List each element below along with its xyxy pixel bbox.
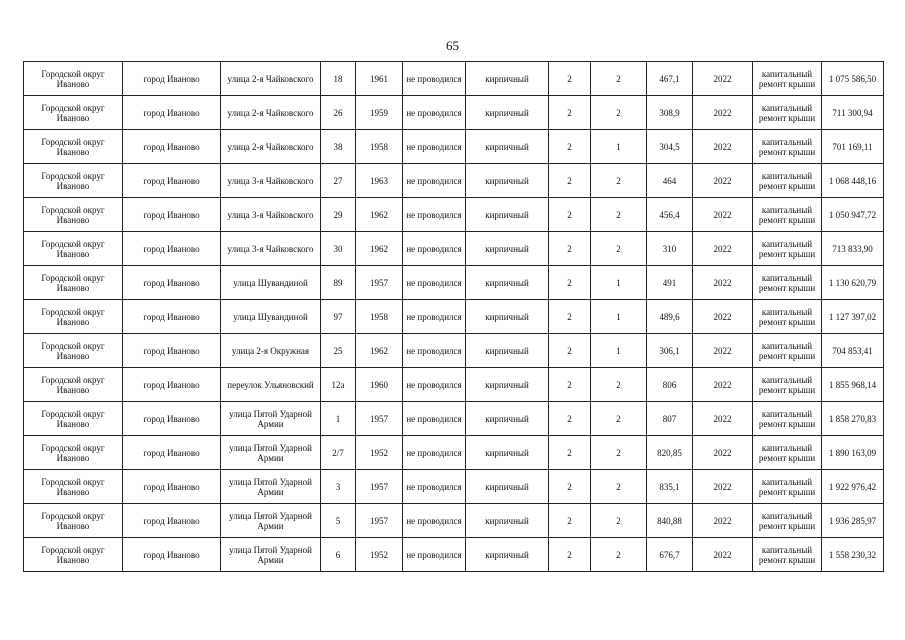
cell-settlement: город Иваново bbox=[123, 198, 221, 232]
cell-work-type: капитальный ремонт крыши bbox=[753, 300, 822, 334]
cell-year-planned: 2022 bbox=[693, 96, 753, 130]
cell-year-planned: 2022 bbox=[693, 300, 753, 334]
cell-street: улица 2-я Окружная bbox=[221, 334, 321, 368]
cell-street: улица Пятой Ударной Армии bbox=[221, 402, 321, 436]
cell-work-type: капитальный ремонт крыши bbox=[753, 538, 822, 572]
cell-work-type: капитальный ремонт крыши bbox=[753, 402, 822, 436]
cell-area: 310 bbox=[647, 232, 693, 266]
cell-area: 456,4 bbox=[647, 198, 693, 232]
cell-year-built: 1961 bbox=[356, 62, 403, 96]
cell-entrances: 2 bbox=[591, 402, 647, 436]
cell-settlement: город Иваново bbox=[123, 368, 221, 402]
cell-settlement: город Иваново bbox=[123, 62, 221, 96]
cell-street: улица 3-я Чайковского bbox=[221, 232, 321, 266]
cell-last-repair: не проводился bbox=[403, 96, 466, 130]
cell-work-type: капитальный ремонт крыши bbox=[753, 198, 822, 232]
cell-settlement: город Иваново bbox=[123, 232, 221, 266]
cell-settlement: город Иваново bbox=[123, 130, 221, 164]
cell-floors: 2 bbox=[549, 232, 591, 266]
cell-wall-material: кирпичный bbox=[466, 96, 549, 130]
cell-entrances: 2 bbox=[591, 198, 647, 232]
cell-year-built: 1963 bbox=[356, 164, 403, 198]
cell-municipality: Городской округ Иваново bbox=[24, 402, 123, 436]
cell-year-planned: 2022 bbox=[693, 198, 753, 232]
table-row bbox=[24, 334, 884, 368]
cell-cost: 713 833,90 bbox=[822, 232, 884, 266]
cell-area: 489,6 bbox=[647, 300, 693, 334]
cell-house: 25 bbox=[321, 334, 356, 368]
cell-year-built: 1960 bbox=[356, 368, 403, 402]
cell-entrances: 2 bbox=[591, 436, 647, 470]
cell-settlement: город Иваново bbox=[123, 300, 221, 334]
cell-year-built: 1962 bbox=[356, 232, 403, 266]
cell-settlement: город Иваново bbox=[123, 266, 221, 300]
cell-last-repair: не проводился bbox=[403, 538, 466, 572]
cell-area: 807 bbox=[647, 402, 693, 436]
table-row bbox=[24, 130, 884, 164]
cell-work-type: капитальный ремонт крыши bbox=[753, 334, 822, 368]
cell-wall-material: кирпичный bbox=[466, 402, 549, 436]
cell-year-planned: 2022 bbox=[693, 164, 753, 198]
cell-wall-material: кирпичный bbox=[466, 266, 549, 300]
cell-entrances: 2 bbox=[591, 62, 647, 96]
cell-last-repair: не проводился bbox=[403, 470, 466, 504]
cell-floors: 2 bbox=[549, 334, 591, 368]
cell-street: переулок Ульяновский bbox=[221, 368, 321, 402]
cell-wall-material: кирпичный bbox=[466, 504, 549, 538]
cell-house: 1 bbox=[321, 402, 356, 436]
cell-floors: 2 bbox=[549, 300, 591, 334]
cell-work-type: капитальный ремонт крыши bbox=[753, 130, 822, 164]
cell-area: 820,85 bbox=[647, 436, 693, 470]
cell-entrances: 2 bbox=[591, 538, 647, 572]
cell-last-repair: не проводился bbox=[403, 334, 466, 368]
cell-year-built: 1952 bbox=[356, 538, 403, 572]
cell-house: 18 bbox=[321, 62, 356, 96]
cell-wall-material: кирпичный bbox=[466, 130, 549, 164]
cell-cost: 1 890 163,09 bbox=[822, 436, 884, 470]
cell-cost: 1 936 285,97 bbox=[822, 504, 884, 538]
table-row bbox=[24, 266, 884, 300]
cell-municipality: Городской округ Иваново bbox=[24, 300, 123, 334]
cell-cost: 711 300,94 bbox=[822, 96, 884, 130]
cell-work-type: капитальный ремонт крыши bbox=[753, 266, 822, 300]
cell-municipality: Городской округ Иваново bbox=[24, 436, 123, 470]
cell-year-planned: 2022 bbox=[693, 538, 753, 572]
cell-municipality: Городской округ Иваново bbox=[24, 368, 123, 402]
cell-last-repair: не проводился bbox=[403, 504, 466, 538]
cell-last-repair: не проводился bbox=[403, 232, 466, 266]
cell-municipality: Городской округ Иваново bbox=[24, 198, 123, 232]
table-row bbox=[24, 198, 884, 232]
cell-municipality: Городской округ Иваново bbox=[24, 232, 123, 266]
cell-street: улица Пятой Ударной Армии bbox=[221, 470, 321, 504]
cell-floors: 2 bbox=[549, 436, 591, 470]
cell-year-built: 1959 bbox=[356, 96, 403, 130]
cell-floors: 2 bbox=[549, 96, 591, 130]
cell-year-planned: 2022 bbox=[693, 232, 753, 266]
cell-area: 306,1 bbox=[647, 334, 693, 368]
cell-last-repair: не проводился bbox=[403, 402, 466, 436]
cell-municipality: Городской округ Иваново bbox=[24, 538, 123, 572]
cell-house: 89 bbox=[321, 266, 356, 300]
cell-wall-material: кирпичный bbox=[466, 436, 549, 470]
cell-municipality: Городской округ Иваново bbox=[24, 334, 123, 368]
cell-year-planned: 2022 bbox=[693, 62, 753, 96]
cell-settlement: город Иваново bbox=[123, 538, 221, 572]
cell-year-built: 1958 bbox=[356, 130, 403, 164]
cell-work-type: капитальный ремонт крыши bbox=[753, 232, 822, 266]
cell-floors: 2 bbox=[549, 266, 591, 300]
cell-wall-material: кирпичный bbox=[466, 62, 549, 96]
cell-cost: 704 853,41 bbox=[822, 334, 884, 368]
cell-work-type: капитальный ремонт крыши bbox=[753, 470, 822, 504]
cell-wall-material: кирпичный bbox=[466, 334, 549, 368]
table-body bbox=[24, 62, 884, 572]
cell-house: 27 bbox=[321, 164, 356, 198]
cell-wall-material: кирпичный bbox=[466, 198, 549, 232]
cell-house: 29 bbox=[321, 198, 356, 232]
cell-year-built: 1962 bbox=[356, 334, 403, 368]
cell-wall-material: кирпичный bbox=[466, 368, 549, 402]
cell-house: 5 bbox=[321, 504, 356, 538]
cell-cost: 1 858 270,83 bbox=[822, 402, 884, 436]
cell-entrances: 2 bbox=[591, 164, 647, 198]
cell-last-repair: не проводился bbox=[403, 198, 466, 232]
cell-area: 467,1 bbox=[647, 62, 693, 96]
cell-year-built: 1952 bbox=[356, 436, 403, 470]
cell-settlement: город Иваново bbox=[123, 334, 221, 368]
cell-floors: 2 bbox=[549, 402, 591, 436]
cell-work-type: капитальный ремонт крыши bbox=[753, 368, 822, 402]
cell-municipality: Городской округ Иваново bbox=[24, 130, 123, 164]
table-row bbox=[24, 436, 884, 470]
cell-year-planned: 2022 bbox=[693, 470, 753, 504]
cell-area: 676,7 bbox=[647, 538, 693, 572]
cell-cost: 701 169,11 bbox=[822, 130, 884, 164]
cell-wall-material: кирпичный bbox=[466, 300, 549, 334]
cell-house: 12а bbox=[321, 368, 356, 402]
cell-municipality: Городской округ Иваново bbox=[24, 504, 123, 538]
cell-cost: 1 068 448,16 bbox=[822, 164, 884, 198]
cell-cost: 1 130 620,79 bbox=[822, 266, 884, 300]
cell-year-planned: 2022 bbox=[693, 402, 753, 436]
cell-last-repair: не проводился bbox=[403, 368, 466, 402]
cell-year-built: 1958 bbox=[356, 300, 403, 334]
cell-year-built: 1962 bbox=[356, 198, 403, 232]
cell-work-type: капитальный ремонт крыши bbox=[753, 436, 822, 470]
table-row bbox=[24, 538, 884, 572]
cell-entrances: 1 bbox=[591, 130, 647, 164]
cell-entrances: 2 bbox=[591, 368, 647, 402]
table-row bbox=[24, 504, 884, 538]
cell-entrances: 1 bbox=[591, 334, 647, 368]
cell-street: улица Шувандиной bbox=[221, 300, 321, 334]
cell-entrances: 2 bbox=[591, 232, 647, 266]
cell-cost: 1 558 230,32 bbox=[822, 538, 884, 572]
cell-settlement: город Иваново bbox=[123, 470, 221, 504]
table-row bbox=[24, 402, 884, 436]
table-row bbox=[24, 368, 884, 402]
cell-municipality: Городской округ Иваново bbox=[24, 470, 123, 504]
cell-last-repair: не проводился bbox=[403, 130, 466, 164]
cell-entrances: 1 bbox=[591, 300, 647, 334]
cell-year-built: 1957 bbox=[356, 402, 403, 436]
table-row bbox=[24, 62, 884, 96]
cell-year-planned: 2022 bbox=[693, 130, 753, 164]
cell-floors: 2 bbox=[549, 198, 591, 232]
cell-work-type: капитальный ремонт крыши bbox=[753, 164, 822, 198]
table-row bbox=[24, 232, 884, 266]
cell-last-repair: не проводился bbox=[403, 266, 466, 300]
cell-street: улица 2-я Чайковского bbox=[221, 96, 321, 130]
cell-wall-material: кирпичный bbox=[466, 232, 549, 266]
cell-last-repair: не проводился bbox=[403, 62, 466, 96]
cell-settlement: город Иваново bbox=[123, 96, 221, 130]
cell-year-planned: 2022 bbox=[693, 504, 753, 538]
cell-municipality: Городской округ Иваново bbox=[24, 266, 123, 300]
cell-street: улица 2-я Чайковского bbox=[221, 62, 321, 96]
cell-floors: 2 bbox=[549, 130, 591, 164]
cell-year-planned: 2022 bbox=[693, 266, 753, 300]
cell-street: улица 3-я Чайковского bbox=[221, 198, 321, 232]
cell-wall-material: кирпичный bbox=[466, 164, 549, 198]
cell-house: 26 bbox=[321, 96, 356, 130]
cell-settlement: город Иваново bbox=[123, 504, 221, 538]
cell-street: улица Пятой Ударной Армии bbox=[221, 436, 321, 470]
table-row bbox=[24, 164, 884, 198]
cell-area: 304,5 bbox=[647, 130, 693, 164]
cell-entrances: 2 bbox=[591, 504, 647, 538]
cell-last-repair: не проводился bbox=[403, 300, 466, 334]
page-number: 65 bbox=[446, 38, 459, 53]
cell-house: 3 bbox=[321, 470, 356, 504]
cell-floors: 2 bbox=[549, 164, 591, 198]
cell-house: 38 bbox=[321, 130, 356, 164]
cell-work-type: капитальный ремонт крыши bbox=[753, 96, 822, 130]
cell-area: 806 bbox=[647, 368, 693, 402]
cell-last-repair: не проводился bbox=[403, 436, 466, 470]
cell-work-type: капитальный ремонт крыши bbox=[753, 62, 822, 96]
cell-municipality: Городской округ Иваново bbox=[24, 62, 123, 96]
cell-floors: 2 bbox=[549, 368, 591, 402]
cell-floors: 2 bbox=[549, 470, 591, 504]
cell-settlement: город Иваново bbox=[123, 436, 221, 470]
cell-street: улица Пятой Ударной Армии bbox=[221, 504, 321, 538]
cell-municipality: Городской округ Иваново bbox=[24, 96, 123, 130]
cell-year-planned: 2022 bbox=[693, 368, 753, 402]
cell-year-built: 1957 bbox=[356, 470, 403, 504]
cell-floors: 2 bbox=[549, 504, 591, 538]
cell-cost: 1 050 947,72 bbox=[822, 198, 884, 232]
cell-entrances: 2 bbox=[591, 470, 647, 504]
cell-cost: 1 075 586,50 bbox=[822, 62, 884, 96]
cell-street: улица Шувандиной bbox=[221, 266, 321, 300]
cell-wall-material: кирпичный bbox=[466, 470, 549, 504]
cell-street: улица Пятой Ударной Армии bbox=[221, 538, 321, 572]
table-row bbox=[24, 470, 884, 504]
cell-work-type: капитальный ремонт крыши bbox=[753, 504, 822, 538]
cell-area: 308,9 bbox=[647, 96, 693, 130]
cell-cost: 1 127 397,02 bbox=[822, 300, 884, 334]
cell-house: 97 bbox=[321, 300, 356, 334]
cell-area: 835,1 bbox=[647, 470, 693, 504]
cell-area: 491 bbox=[647, 266, 693, 300]
cell-wall-material: кирпичный bbox=[466, 538, 549, 572]
cell-house: 30 bbox=[321, 232, 356, 266]
cell-entrances: 1 bbox=[591, 266, 647, 300]
cell-settlement: город Иваново bbox=[123, 402, 221, 436]
cell-year-built: 1957 bbox=[356, 266, 403, 300]
cell-entrances: 2 bbox=[591, 96, 647, 130]
cell-year-planned: 2022 bbox=[693, 436, 753, 470]
cell-municipality: Городской округ Иваново bbox=[24, 164, 123, 198]
housing-repair-table bbox=[23, 61, 884, 572]
cell-house: 6 bbox=[321, 538, 356, 572]
cell-area: 840,88 bbox=[647, 504, 693, 538]
cell-area: 464 bbox=[647, 164, 693, 198]
cell-last-repair: не проводился bbox=[403, 164, 466, 198]
cell-settlement: город Иваново bbox=[123, 164, 221, 198]
cell-cost: 1 855 968,14 bbox=[822, 368, 884, 402]
cell-street: улица 3-я Чайковского bbox=[221, 164, 321, 198]
cell-year-planned: 2022 bbox=[693, 334, 753, 368]
cell-house: 2/7 bbox=[321, 436, 356, 470]
cell-floors: 2 bbox=[549, 62, 591, 96]
cell-floors: 2 bbox=[549, 538, 591, 572]
table-row bbox=[24, 300, 884, 334]
table-row bbox=[24, 96, 884, 130]
cell-cost: 1 922 976,42 bbox=[822, 470, 884, 504]
cell-year-built: 1957 bbox=[356, 504, 403, 538]
cell-street: улица 2-я Чайковского bbox=[221, 130, 321, 164]
